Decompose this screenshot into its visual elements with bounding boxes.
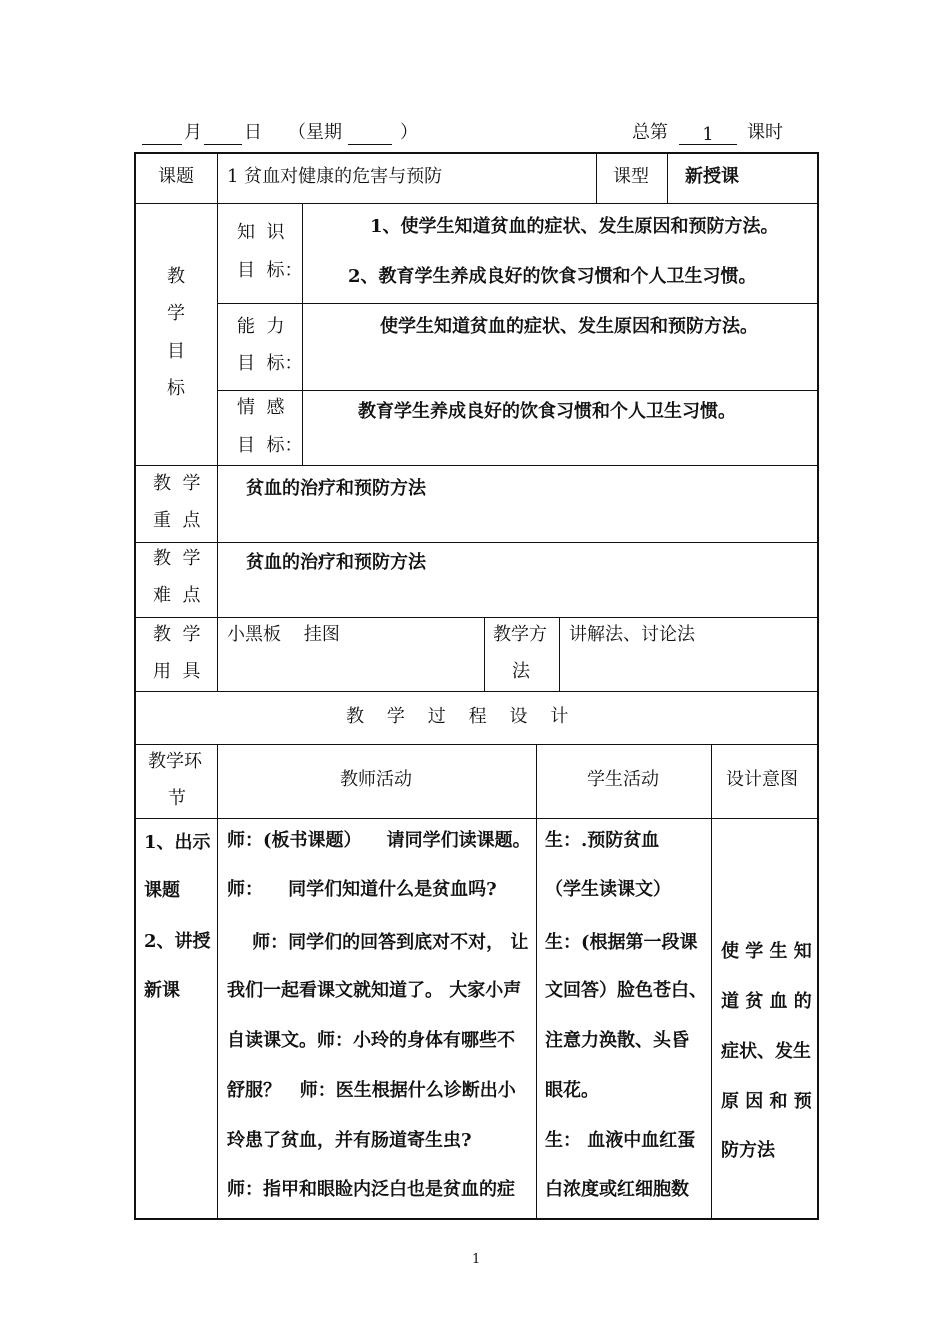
student-line: 眼花。 — [545, 1080, 599, 1101]
intent-line: 症状、发生 — [721, 1041, 811, 1062]
objectives-label-4: 标 — [167, 378, 185, 399]
knowledge-item-1: 1、使学生知道贫血的症状、发生原因和预防方法。 — [370, 216, 779, 237]
emotion-label-1: 情 感 — [237, 397, 285, 418]
teacher-line: 我们一起看课文就知道了。 大家小声 — [227, 980, 522, 1001]
method-label-2: 法 — [512, 661, 530, 682]
objectives-label-1: 教 — [167, 266, 185, 287]
teacher-line: 师：同学们的回答到底对不对， 让 — [227, 932, 529, 953]
student-line: 生： 血液中血红蛋 — [545, 1130, 696, 1151]
date-header — [142, 122, 802, 148]
difficulties-label-1: 教 学 — [153, 548, 201, 569]
stage-line: 2、讲授 — [144, 931, 211, 952]
total-label: 总第 — [632, 122, 668, 143]
topic-label: 课题 — [158, 166, 194, 187]
total-blank — [679, 122, 737, 145]
key-points-text: 贫血的治疗和预防方法 — [246, 478, 426, 499]
student-line: 文回答）脸色苍白、 — [545, 980, 707, 1001]
col-stage-1: 教学环 — [148, 751, 202, 772]
stage-line: 新课 — [144, 980, 180, 1001]
student-line: 生：(根据第一段课 — [545, 932, 698, 953]
key-points-label-2: 重 点 — [153, 510, 201, 531]
day-blank — [204, 122, 242, 145]
col-student: 学生活动 — [587, 769, 659, 790]
col-teacher: 教师活动 — [340, 769, 412, 790]
method-label-1: 教学方 — [493, 624, 547, 645]
month-label: 月 — [184, 122, 202, 143]
col-stage-2: 节 — [168, 788, 186, 809]
student-line: 注意力涣散、头昏 — [545, 1030, 689, 1051]
student-line: 白浓度或红细胞数 — [545, 1179, 689, 1200]
stage-line: 1、出示 — [144, 832, 211, 853]
teacher-line: 师：指甲和眼睑内泛白也是贫血的症 — [227, 1179, 515, 1200]
objectives-label-3: 目 — [167, 341, 185, 362]
difficulties-text: 贫血的治疗和预防方法 — [246, 552, 426, 573]
teacher-line: 自读课文。师：小玲的身体有哪些不 — [227, 1030, 515, 1051]
intent-line: 防方法 — [721, 1140, 775, 1161]
topic-value: 1 贫血对健康的危害与预防 — [227, 166, 443, 187]
ability-label-1: 能 力 — [237, 316, 285, 337]
student-line: （学生读课文） — [545, 879, 671, 900]
emotion-label-2: 目 标： — [237, 435, 303, 456]
col-intent: 设计意图 — [726, 769, 798, 790]
weekday-label: （星期 — [288, 122, 342, 143]
stage-line: 课题 — [144, 880, 180, 901]
tools-text: 小黑板 挂图 — [227, 624, 340, 645]
day-label: 日 — [244, 122, 262, 143]
knowledge-label-2: 目 标： — [237, 260, 303, 281]
month-blank — [142, 122, 182, 145]
objectives-label-2: 学 — [167, 303, 185, 324]
lesson-type-value: 新授课 — [685, 166, 739, 187]
lesson-type-label: 课型 — [613, 166, 649, 187]
intent-line: 使 学 生 知 — [721, 941, 812, 962]
method-text: 讲解法、讨论法 — [569, 624, 695, 645]
key-points-label-1: 教 学 — [153, 473, 201, 494]
page-number: 1 — [472, 1252, 481, 1267]
period-label: 课时 — [747, 122, 783, 143]
difficulties-label-2: 难 点 — [153, 585, 201, 606]
teacher-line: 师：(板书课题） 请同学们读课题。 — [227, 830, 531, 851]
process-title: 教 学 过 程 设 计 — [346, 706, 569, 727]
student-line: 生：.预防贫血 — [545, 830, 660, 851]
teacher-line: 师： 同学们知道什么是贫血吗? — [227, 879, 497, 900]
intent-line: 原 因 和 预 — [721, 1091, 812, 1112]
teacher-line: 舒服？ 师：医生根据什么诊断出小 — [227, 1080, 516, 1101]
tools-label-1: 教 学 — [153, 624, 201, 645]
ability-label-2: 目 标： — [237, 353, 303, 374]
emotion-text: 教育学生养成良好的饮食习惯和个人卫生习惯。 — [358, 401, 736, 422]
ability-text: 使学生知道贫血的症状、发生原因和预防方法。 — [380, 316, 758, 337]
knowledge-label-1: 知 识 — [237, 222, 285, 243]
tools-label-2: 用 具 — [153, 661, 201, 682]
total-value: 1 — [702, 124, 714, 145]
teacher-line: 玲患了贫血，并有肠道寄生虫? — [227, 1130, 472, 1151]
intent-line: 道 贫 血 的 — [721, 991, 812, 1012]
weekday-close: ） — [400, 122, 418, 143]
knowledge-item-2: 2、教育学生养成良好的饮食习惯和个人卫生习惯。 — [348, 266, 757, 287]
weekday-blank — [348, 122, 392, 145]
